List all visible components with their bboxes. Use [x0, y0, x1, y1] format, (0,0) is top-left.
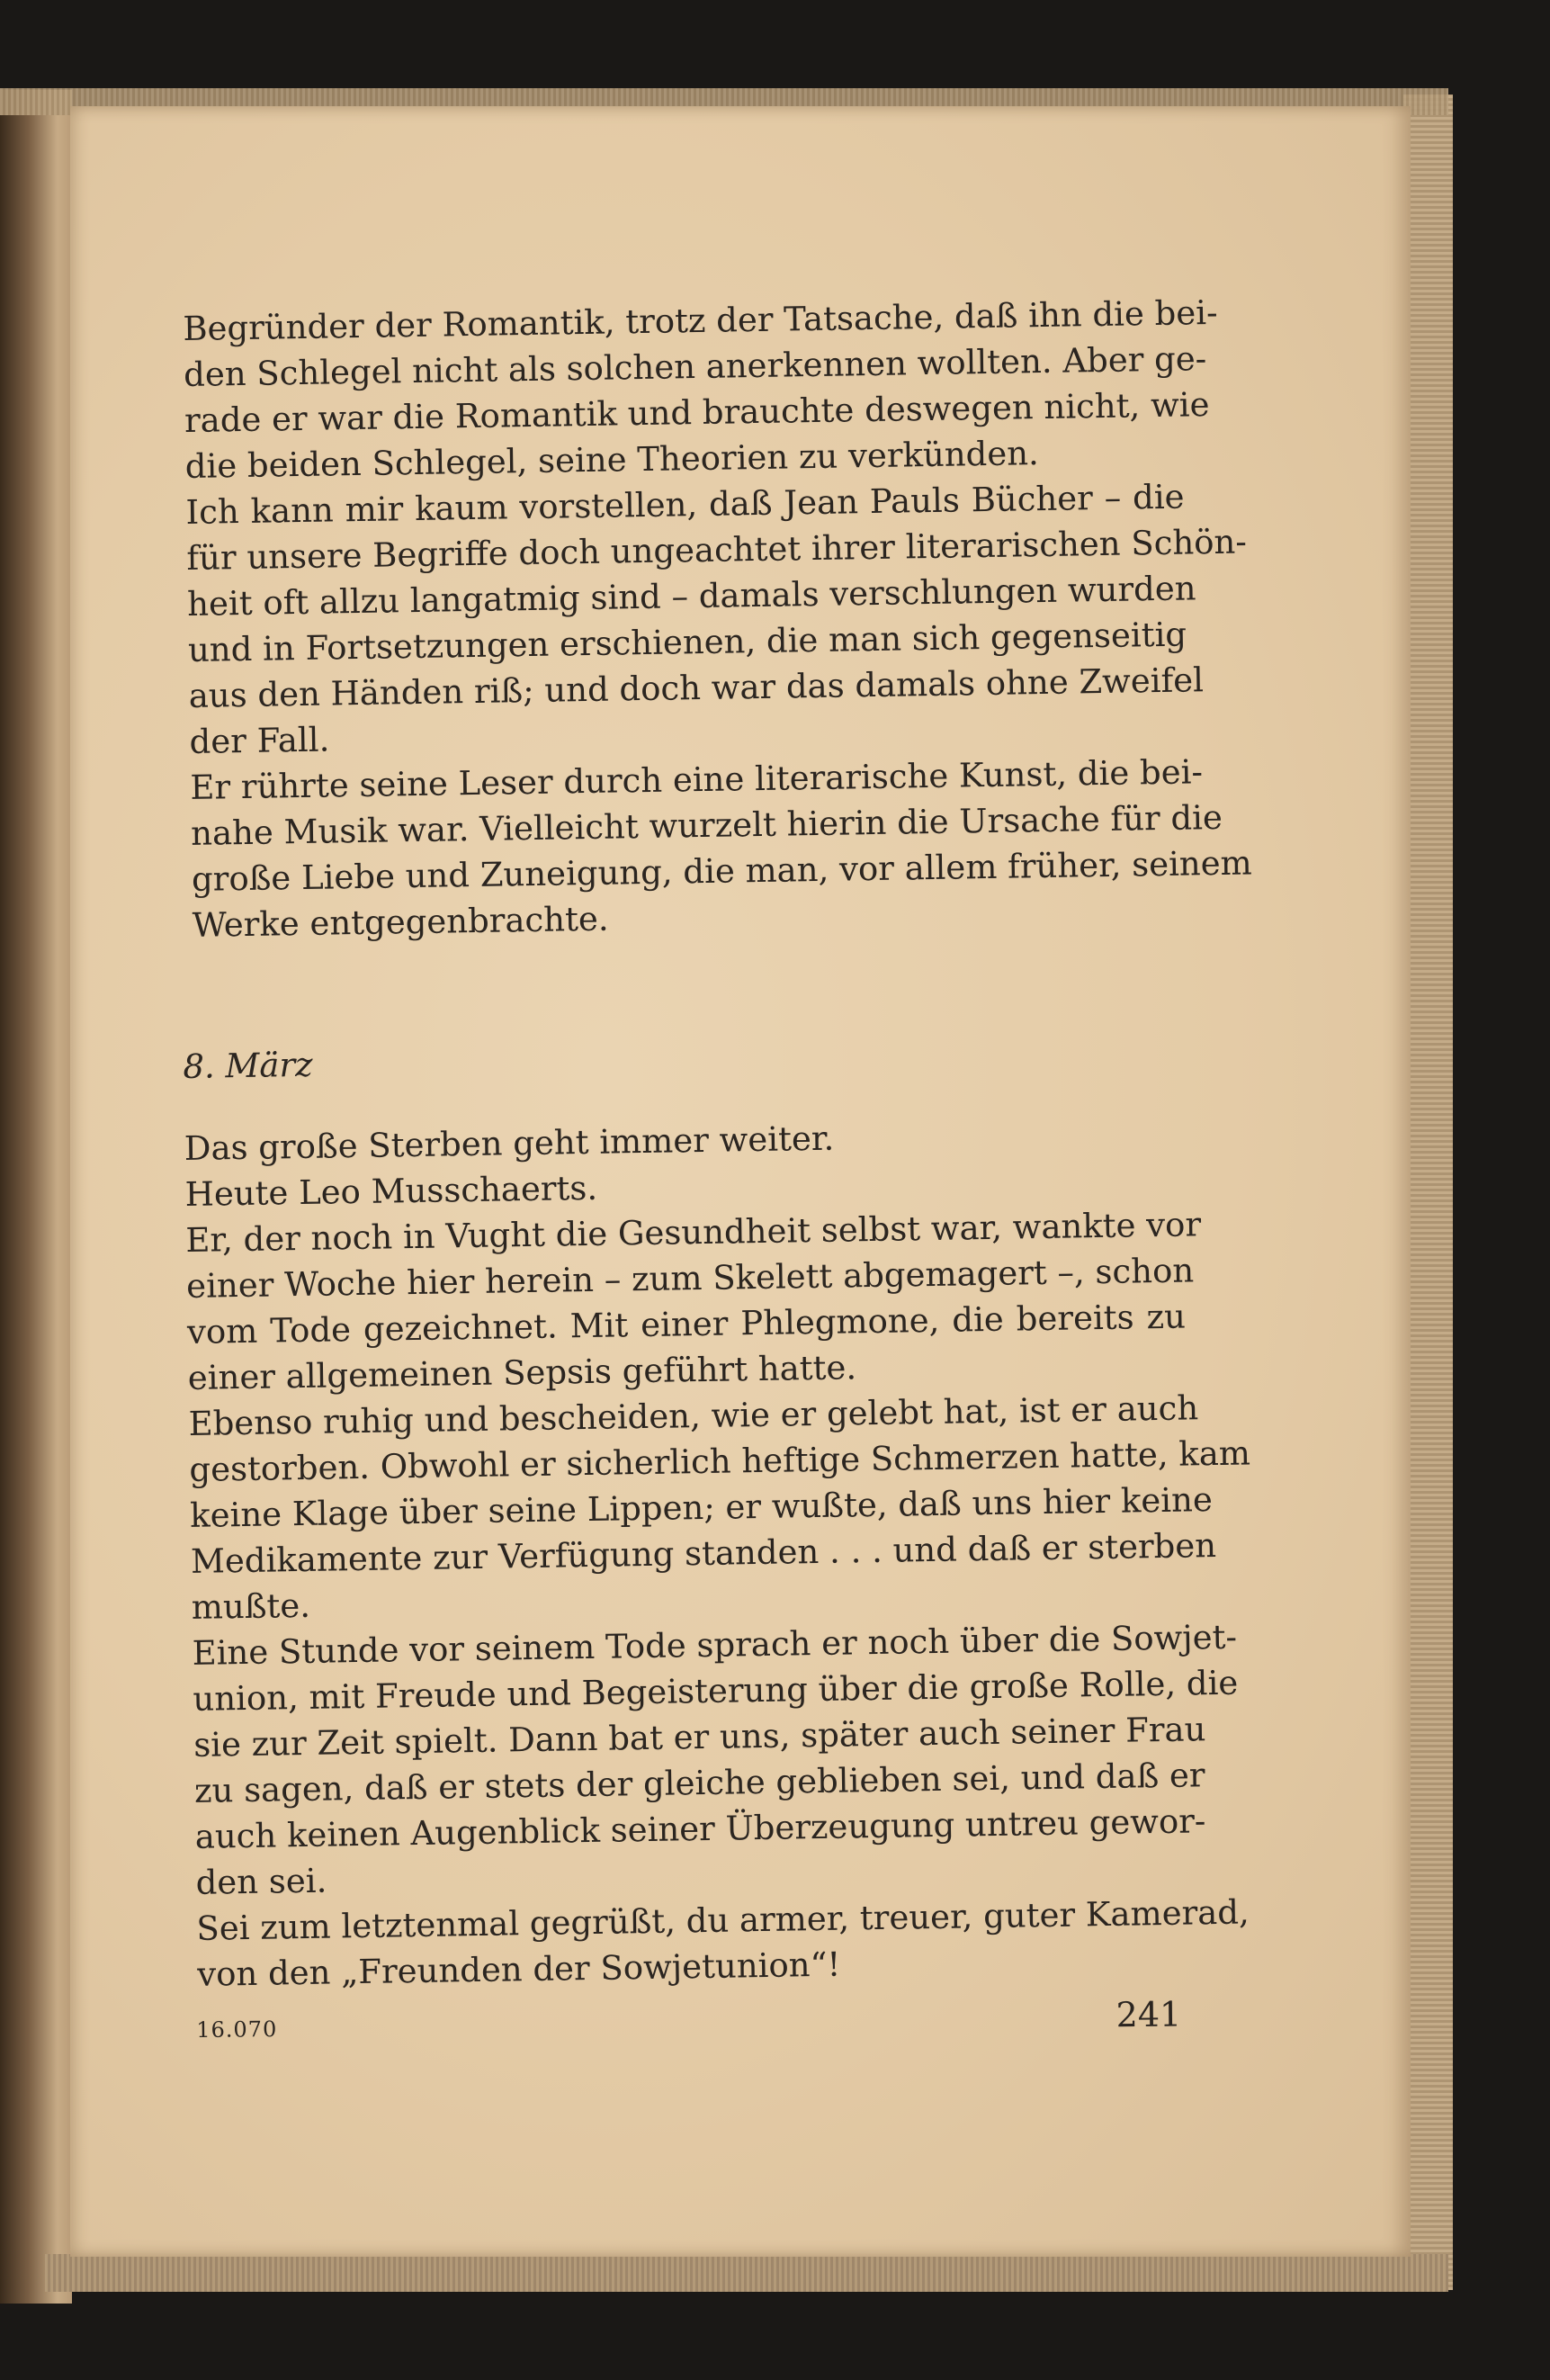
text-line: auch keinen Augenblick seiner Überzeugung untreu gewor- [194, 1801, 1206, 1856]
text-line: einer Woche hier herein – zum Skelett abgemagert –, schon [185, 1251, 1195, 1306]
text-line: den sei. [195, 1861, 327, 1902]
text-line: Sei zum letztenmal gegrüßt, du armer, treuer, guter Kamerad, [196, 1892, 1250, 1948]
text-line: Das große Sterben geht immer weiter. [184, 1118, 835, 1168]
paragraph [185, 1202, 1202, 1401]
text-line: große Liebe und Zuneigung, die man, vor allem früher, seinem [191, 843, 1253, 899]
text-line: rade er war die Romantik und brauchte deswegen nicht, wie [184, 385, 1210, 440]
text-line: Er rührte seine Leser durch eine literarische Kunst, die bei- [190, 752, 1204, 807]
text-line: mußte. [191, 1585, 311, 1627]
text-line: den Schlegel nicht als solchen anerkennen wollten. Aber ge- [183, 339, 1207, 394]
paragraph [196, 1890, 1250, 1997]
book-cover-left-edge [0, 90, 72, 2304]
text-line: für unsere Begriffe doch ungeachtet ihrer literarischen Schön- [186, 522, 1248, 578]
text-line: zu sagen, daß er stets der gleiche geblieben sei, und daß er [193, 1756, 1205, 1810]
text-line: und in Fortsetzungen erschienen, die man sich gegenseitig [187, 615, 1187, 669]
text-line: Eine Stunde vor seinem Tode sprach er noch über die Sowjet- [192, 1617, 1238, 1673]
text-line: die beiden Schlegel, seine Theorien zu verkünden. [184, 434, 1040, 486]
text-line: Begründer der Romantik, trotz der Tatsache, daß ihn die bei- [183, 292, 1218, 348]
text-line: Werke entgegenbrachte. [192, 899, 609, 945]
text-line: aus den Händen riß; und doch war das damals ohne Zweifel [188, 660, 1205, 715]
text-line: nahe Musik war. Vielleicht wurzelt hierin die Ursache für die [190, 797, 1223, 853]
paragraph [185, 474, 1248, 765]
paragraph [192, 1614, 1239, 1905]
diary-entry [183, 1028, 1251, 1998]
text-line: heit oft allzu langatmig sind – damals verschlungen wurden [186, 569, 1196, 624]
paragraph [190, 750, 1253, 948]
text-line: sie zur Zeit spielt. Dann bat er uns, später auch seiner Frau [193, 1710, 1206, 1765]
text-line: einer allgemeinen Sepsis geführt hatte. [187, 1348, 857, 1397]
entry-date-heading: 8. März [183, 1045, 313, 1086]
page-number: 241 [1115, 1994, 1182, 2035]
text-line: Ich kann mir kaum vorstellen, daß Jean Pauls Bücher – die [185, 477, 1185, 532]
book-binding-bottom [45, 2254, 1448, 2292]
text-line: vom Tode gezeichnet. Mit einer Phlegmone, die bereits zu [186, 1297, 1187, 1352]
paragraph [183, 291, 1218, 489]
text-line: gestorben. Obwohl er sicherlich heftige Schmerzen hatte, kam [189, 1433, 1251, 1489]
text-line: von den „Freunden der Sowjetunion“! [196, 1944, 841, 1994]
text-block-top [183, 291, 1253, 948]
text-line: Heute Leo Musschaerts. [184, 1168, 598, 1214]
text-line: Ebenso ruhig und bescheiden, wie er gelebt hat, ist er auch [188, 1388, 1199, 1443]
text-line: der Fall. [189, 720, 330, 761]
paragraph [188, 1386, 1251, 1630]
text-line: union, mit Freude und Begeisterung über die große Rolle, die [193, 1663, 1239, 1719]
text-line: keine Klage über seine Lippen; er wußte, daß uns hier keine [189, 1480, 1214, 1535]
book-cover-right-edge [1403, 94, 1453, 2290]
text-line: Er, der noch in Vught die Gesundheit selbst war, wankte vor [185, 1205, 1202, 1260]
printer-signature: 16.070 [196, 2016, 278, 2043]
text-line: Medikamente zur Verfügung standen . . . und daß er sterben [190, 1526, 1217, 1581]
